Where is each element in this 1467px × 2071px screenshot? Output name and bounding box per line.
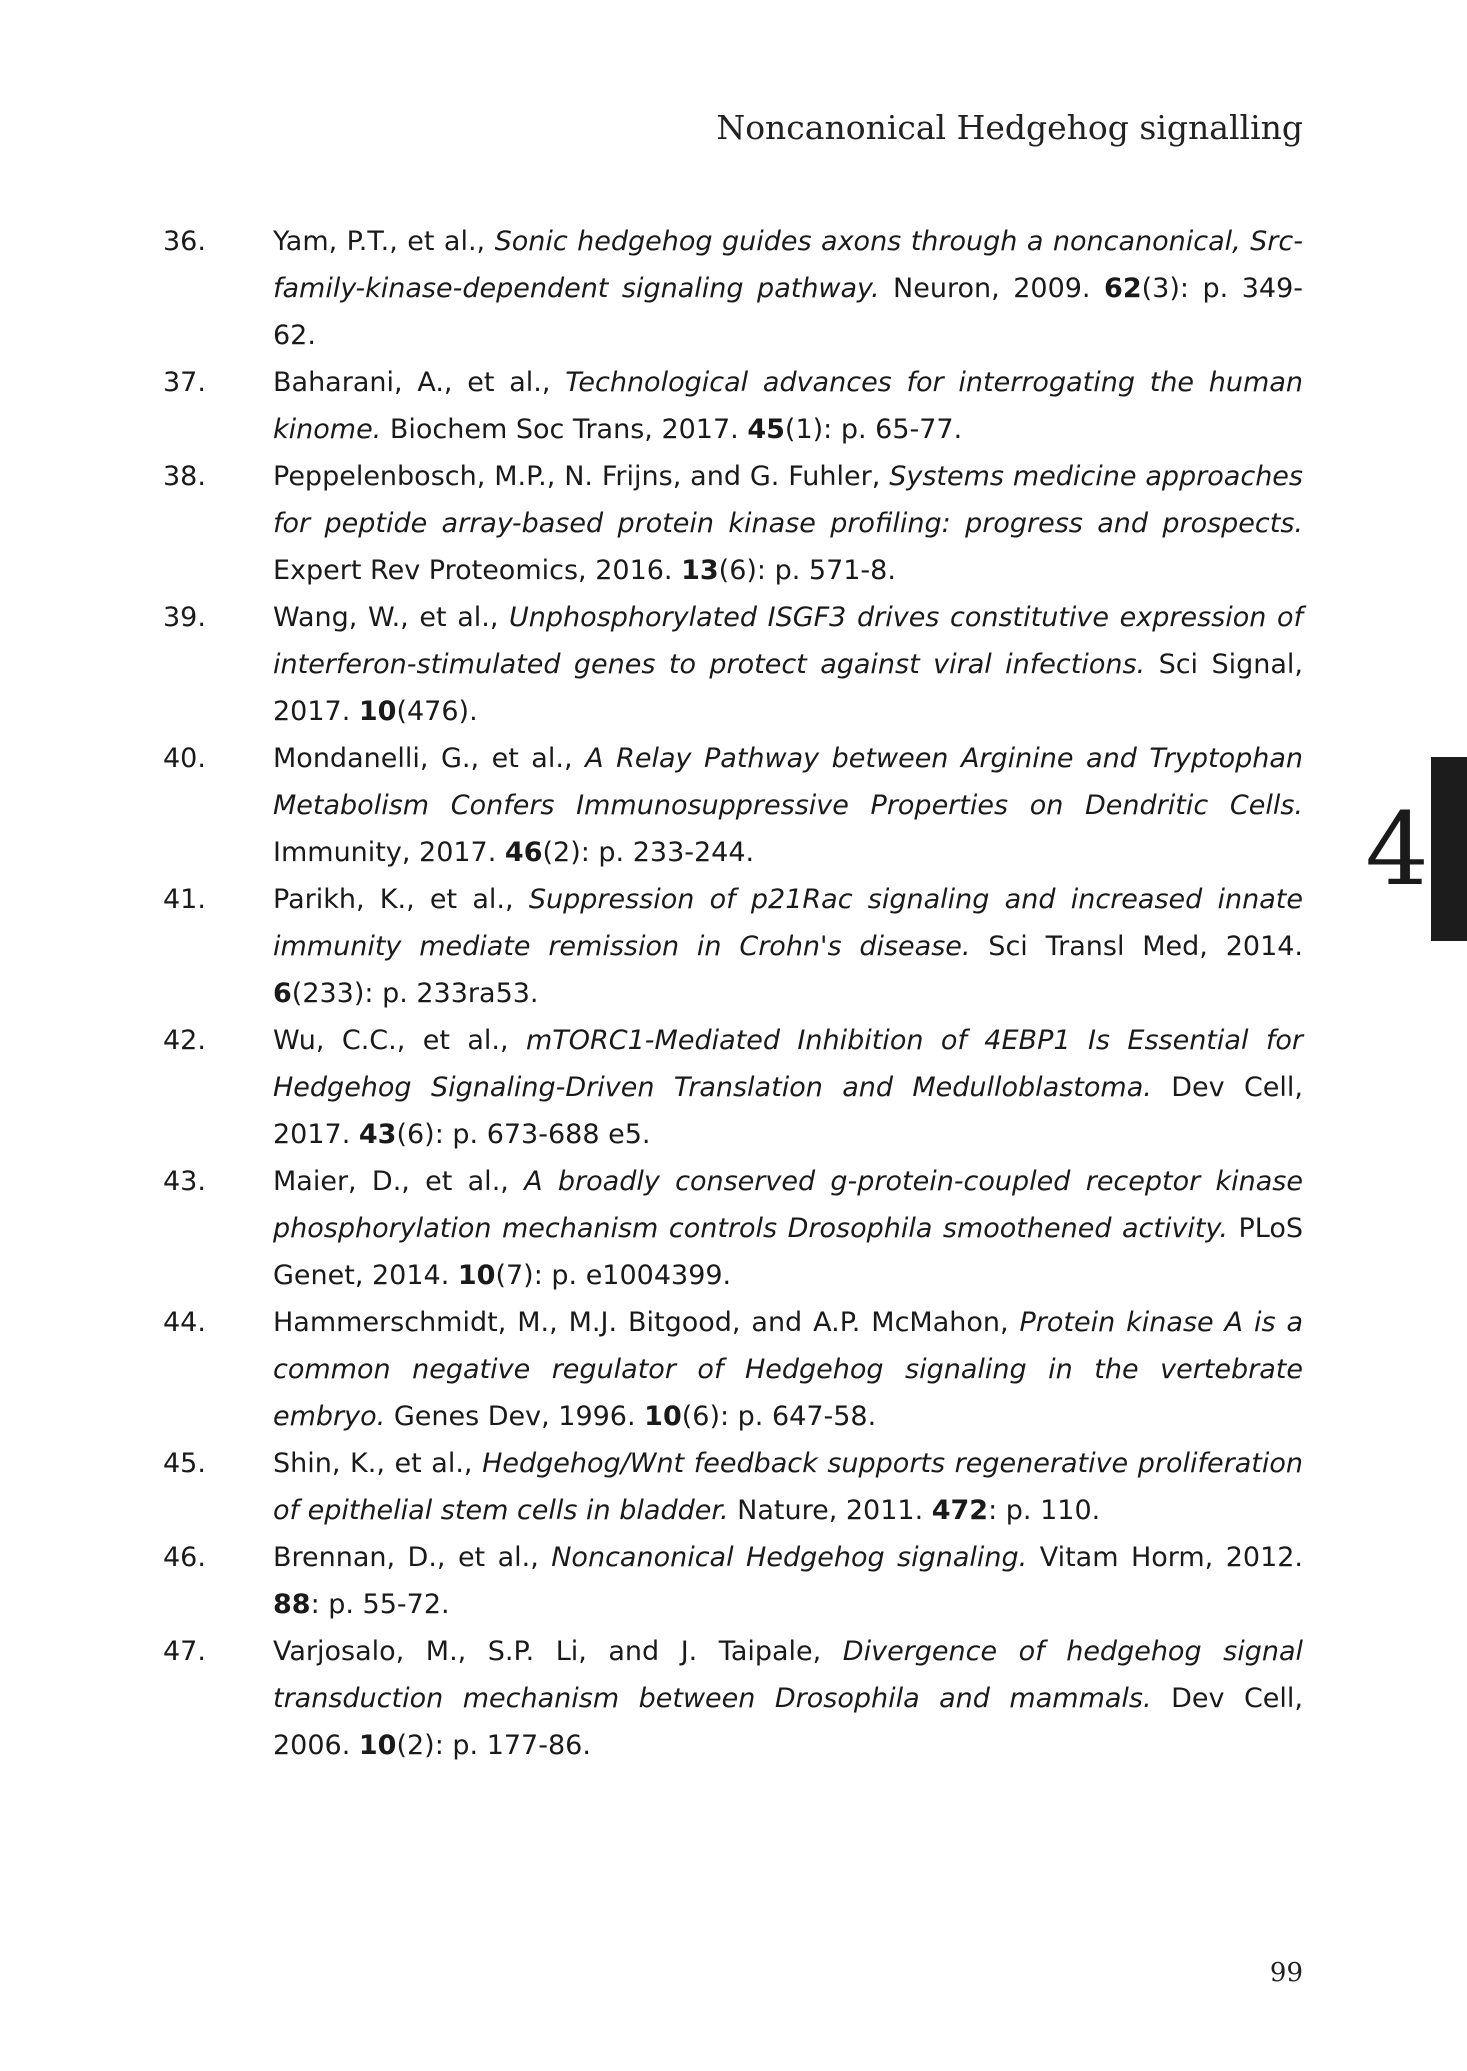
reference-journal: Nature, 2011. (728, 1495, 932, 1526)
reference-volume: 472 (931, 1495, 989, 1526)
reference-authors: Brennan, D., et al., (273, 1542, 552, 1573)
reference-text (273, 735, 1303, 876)
reference-number: 43. (163, 1166, 206, 1197)
reference-volume: 13 (681, 555, 719, 586)
reference-volume: 10 (358, 696, 397, 727)
reference-list (163, 218, 1303, 1769)
reference-number: 44. (163, 1307, 206, 1338)
reference-authors: Yam, P.T., et al., (273, 226, 495, 257)
reference-item (163, 1299, 1303, 1440)
reference-number: 40. (163, 743, 206, 774)
reference-title: Noncanonical Hedgehog signaling. (551, 1542, 1028, 1573)
reference-title: Protein kinase A is a common negative regulator of Hedgehog signaling in the vertebrate embryo. (273, 1307, 1303, 1432)
reference-text (273, 1534, 1303, 1628)
reference-number: 46. (163, 1542, 206, 1573)
reference-item (163, 453, 1303, 594)
reference-title: mTORC1-Mediated Inhibition of 4EBP1 Is Essential for Hedgehog Signaling-Driven Translation and Medulloblastoma. (273, 1025, 1303, 1103)
reference-volume: 6 (273, 978, 292, 1009)
reference-pages: (476). (396, 696, 478, 727)
reference-pages: (6): p. 571-8. (718, 555, 896, 586)
reference-volume: 45 (747, 414, 785, 445)
reference-pages: (2): p. 233-244. (542, 837, 755, 868)
reference-journal: Sci Signal, 2017. (273, 649, 1304, 727)
reference-authors: Maier, D., et al., (273, 1166, 525, 1197)
reference-item (163, 1534, 1303, 1628)
reference-volume: 10 (457, 1260, 496, 1291)
reference-volume: 10 (644, 1401, 682, 1432)
reference-pages: : p. 110. (988, 1495, 1101, 1526)
reference-journal: Expert Rev Proteomics, 2016. (273, 555, 682, 586)
reference-title: A broadly conserved g-protein-coupled receptor kinase phosphorylation mechanism controls Drosophila smoothened activity. (273, 1166, 1303, 1244)
reference-text (273, 1017, 1303, 1158)
reference-text (273, 1440, 1303, 1534)
reference-number: 36. (163, 226, 206, 257)
reference-authors: Wu, C.C., et al., (273, 1025, 526, 1056)
reference-text (273, 359, 1303, 453)
reference-text (273, 1299, 1303, 1440)
reference-journal: Sci Transl Med, 2014. (970, 931, 1304, 962)
reference-authors: Varjosalo, M., S.P. Li, and J. Taipale, (273, 1636, 843, 1667)
reference-number: 47. (163, 1636, 206, 1667)
reference-pages: (2): p. 177-86. (396, 1730, 591, 1761)
reference-number: 41. (163, 884, 206, 915)
reference-authors: Mondanelli, G., et al., (273, 743, 586, 774)
reference-authors: Wang, W., et al., (273, 602, 510, 633)
reference-journal: Dev Cell, 2017. (273, 1072, 1303, 1150)
reference-title: Sonic hedgehog guides axons through a noncanonical, Src-family-kinase-dependent signaling pathway. (273, 226, 1303, 304)
reference-number: 37. (163, 367, 206, 398)
reference-title: Systems medicine approaches for peptide array-based protein kinase profiling: progress and prospects. (273, 461, 1303, 539)
reference-title: Hedgehog/Wnt feedback supports regenerative proliferation of epithelial stem cells in bladder. (273, 1448, 1303, 1526)
page-number: 99 (1269, 1958, 1303, 1988)
reference-journal: Biochem Soc Trans, 2017. (381, 414, 748, 445)
reference-pages: (6): p. 647-58. (681, 1401, 877, 1432)
chapter-number: 4 (1365, 791, 1429, 908)
reference-title: Unphosphorylated ISGF3 drives constitutive expression of interferon-stimulated genes to protect against viral infections. (273, 602, 1303, 680)
reference-volume: 43 (358, 1119, 397, 1150)
reference-volume: 46 (504, 837, 543, 868)
reference-journal: Neuron, 2009. (879, 273, 1105, 304)
reference-item (163, 1158, 1303, 1299)
reference-number: 42. (163, 1025, 206, 1056)
reference-number: 38. (163, 461, 206, 492)
reference-item (163, 1628, 1303, 1769)
reference-journal: Immunity, 2017. (273, 837, 505, 868)
reference-journal: Vitam Horm, 2012. (1027, 1542, 1304, 1573)
reference-text (273, 876, 1303, 1017)
reference-pages: : p. 55-72. (310, 1589, 450, 1620)
running-header: Noncanonical Hedgehog signalling (716, 108, 1303, 147)
reference-item (163, 218, 1303, 359)
reference-item (163, 735, 1303, 876)
reference-item (163, 1017, 1303, 1158)
reference-number: 39. (163, 602, 206, 633)
reference-pages: (233): p. 233ra53. (291, 978, 539, 1009)
reference-item (163, 1440, 1303, 1534)
reference-text (273, 453, 1303, 594)
reference-number: 45. (163, 1448, 206, 1479)
reference-authors: Peppelenbosch, M.P., N. Frijns, and G. Fuhler, (273, 461, 890, 492)
reference-title: A Relay Pathway between Arginine and Tryptophan Metabolism Confers Immunosuppressive Properties on Dendritic Cells. (273, 743, 1303, 821)
reference-pages: (6): p. 673-688 e5. (396, 1119, 651, 1150)
reference-journal: PLoS Genet, 2014. (273, 1213, 1303, 1291)
reference-authors: Hammerschmidt, M., M.J. Bitgood, and A.P. McMahon, (273, 1307, 1020, 1338)
chapter-tab-marker (1431, 757, 1467, 941)
reference-authors: Shin, K., et al., (273, 1448, 483, 1479)
reference-authors: Baharani, A., et al., (273, 367, 566, 398)
reference-text (273, 1158, 1303, 1299)
reference-journal: Genes Dev, 1996. (385, 1401, 645, 1432)
reference-volume: 62 (1104, 273, 1142, 304)
reference-title: Technological advances for interrogating the human kinome. (273, 367, 1303, 445)
reference-authors: Parikh, K., et al., (273, 884, 529, 915)
reference-item (163, 359, 1303, 453)
reference-journal: Dev Cell, 2006. (273, 1683, 1303, 1761)
reference-volume: 10 (358, 1730, 397, 1761)
reference-text (273, 594, 1303, 735)
reference-text (273, 1628, 1303, 1769)
reference-pages: (7): p. e1004399. (495, 1260, 732, 1291)
reference-volume: 88 (273, 1589, 311, 1620)
reference-title: Suppression of p21Rac signaling and increased innate immunity mediate remission in Crohn's disease. (273, 884, 1303, 962)
reference-text (273, 218, 1303, 359)
reference-pages: (3): p. 349-62. (273, 273, 1303, 351)
reference-item (163, 876, 1303, 1017)
reference-title: Divergence of hedgehog signal transduction mechanism between Drosophila and mammals. (273, 1636, 1303, 1714)
reference-pages: (1): p. 65-77. (784, 414, 963, 445)
reference-item (163, 594, 1303, 735)
